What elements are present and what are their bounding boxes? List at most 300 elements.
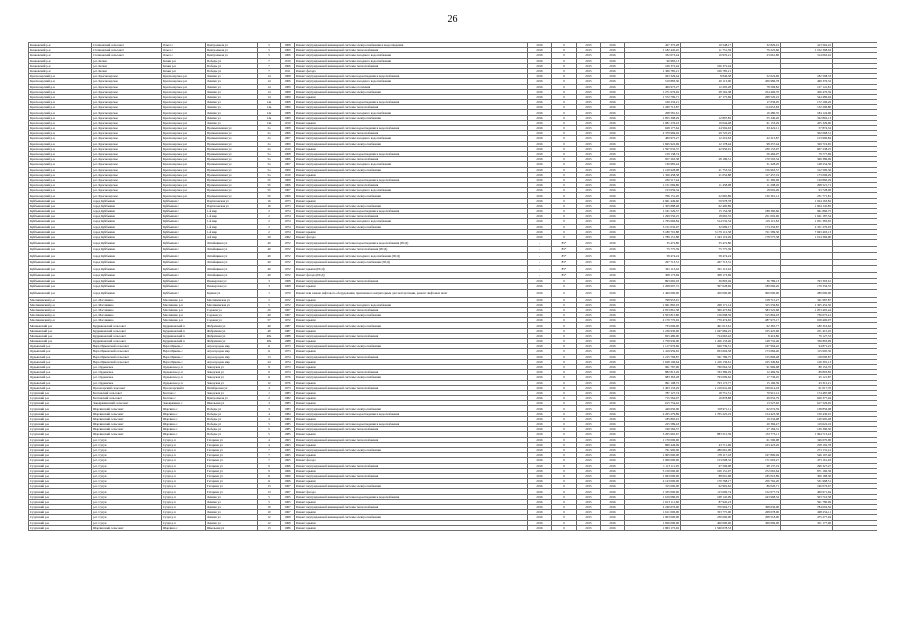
table-cell: Ремонт крыши <box>295 479 528 484</box>
table-cell: 2016 <box>528 499 552 504</box>
table-cell: 2015 <box>577 229 601 234</box>
table-cell: Ремонт внутридомовой инженерной системы водоотведения и водоснабжения <box>295 422 528 427</box>
table-cell: Гагарина ул <box>206 479 258 484</box>
table-cell <box>781 525 833 530</box>
table-cell: 2016 <box>528 297 552 302</box>
table-cell: Центральная ул <box>206 396 258 401</box>
table-cell: Краснозерский р-н <box>29 193 92 198</box>
table-cell: Гагарина ул <box>206 437 258 442</box>
table-cell: 2015 <box>577 146 601 151</box>
table-cell: 2015 <box>577 126 601 131</box>
table-cell: 2016 <box>528 84 552 89</box>
table-cell: Фабричная ул <box>206 333 258 338</box>
table-cell: 190 584,37 <box>625 427 681 432</box>
table-cell: 2015 <box>577 302 601 307</box>
table-cell: 20 <box>258 307 281 312</box>
table-cell: 2015 <box>577 328 601 333</box>
table-cell: 2016 <box>601 380 625 385</box>
table-cell: Гагарина ул <box>206 489 258 494</box>
table-cell: Шарчинский сельсовет <box>92 422 162 427</box>
table-cell: 1 053 405,44 <box>781 307 833 312</box>
table-cell: 2016 <box>528 167 552 172</box>
table-cell: 1976 <box>281 375 295 380</box>
table-cell: 502 068,51 <box>781 131 833 136</box>
table-cell: Кочковский р-н <box>29 53 92 58</box>
table-cell: 2016 <box>601 214 625 219</box>
table-cell: 14 <box>258 74 281 79</box>
table-cell: 1 403 133,29 <box>625 385 681 390</box>
table-cell: 1-й мкр <box>206 219 258 224</box>
table-cell: Ленина ул <box>206 499 258 504</box>
table-cell: 2015 <box>577 94 601 99</box>
table-cell: 2016 <box>528 193 552 198</box>
table-cell: 189 066,26 <box>733 284 781 289</box>
table-cell: 2016 <box>528 151 552 156</box>
table-cell: Сузунский р-н <box>29 505 92 510</box>
table-cell: 208 518,00 <box>733 515 781 520</box>
table-cell: 353 775,00 <box>681 510 733 515</box>
table-row <box>29 289 878 297</box>
table-cell: Куйбышевский р-н <box>29 214 92 219</box>
table-cell: 1983 <box>281 390 295 395</box>
table-cell: 2015 <box>577 297 601 302</box>
table-cell: 0 <box>552 105 577 110</box>
table-cell: 882 813,26 <box>625 370 681 375</box>
table-cell: Ремонт внутридомовой инженерной системы водоотведения и водоснабжения <box>295 411 528 416</box>
table-cell: 113 000,74 <box>681 489 733 494</box>
table-cell: Садовая ул <box>206 313 258 318</box>
table-cell: 12 295,28 <box>681 84 733 89</box>
table-cell: 0 <box>552 427 577 432</box>
table-cell: город Куйбышев <box>92 219 162 224</box>
table-cell: 1973 <box>281 364 295 369</box>
table-cell: 2015 <box>577 79 601 84</box>
table-cell: 57 <box>258 318 281 323</box>
table-cell: 23 661,86 <box>733 53 781 58</box>
table-cell: Куйбышевский р-н <box>29 253 92 260</box>
table-cell: 0 <box>552 359 577 364</box>
table-cell: Промышленная ул <box>206 136 258 141</box>
table-cell: Сузун р.п <box>162 437 206 442</box>
table-cell: 0 <box>552 297 577 302</box>
table-cell: 0 <box>552 416 577 421</box>
table-cell: 2016 <box>601 385 625 390</box>
table-cell: Ремонт крыши <box>295 442 528 447</box>
table-cell: Куйбышев г <box>162 272 206 279</box>
table-cell: 153 990,84 <box>781 136 833 141</box>
table-cell: Ленина ул <box>206 110 258 115</box>
table-cell: Школьная ул <box>206 525 258 530</box>
table-cell: 1972 <box>281 240 295 247</box>
table-cell: 1906 <box>281 157 295 162</box>
table-cell: 5 <box>258 422 281 427</box>
table-cell: р.п. Сузун <box>92 484 162 489</box>
table-cell: 0 <box>552 453 577 458</box>
table-cell: 1906 <box>281 131 295 136</box>
table-cell: Ремонт фасада <box>295 458 528 463</box>
table-cell: Шарчино с <box>162 427 206 432</box>
table-cell: 2016 <box>601 48 625 53</box>
table-cell: 308 173,69 <box>625 272 681 279</box>
table-cell: Ордынский р-н <box>29 385 92 390</box>
table-cell: Ремонт внутридомовой инженерной системы электроснабжения <box>295 515 528 520</box>
table-cell: 4 <box>258 385 281 390</box>
table-cell: Маслянино р.п <box>162 318 206 323</box>
table-cell: Маслянино р.п <box>162 302 206 307</box>
table-cell: Ордынское р.п <box>162 370 206 375</box>
table-cell: Ремонт крыши <box>295 499 528 504</box>
table-cell: 1965 <box>281 453 295 458</box>
table-cell: Ремонт фасада <box>295 234 528 239</box>
table-cell: 21 052,88 <box>681 172 733 177</box>
table-cell: 35 472,80 <box>625 240 681 247</box>
table-cell: 13 527,92 <box>733 401 781 406</box>
table-cell: Ремонт внутридомовой инженерной системы водоотведения и водоснабжения <box>295 100 528 105</box>
table-cell: р.п. Сузун <box>92 442 162 447</box>
table-cell: 7 <box>258 453 281 458</box>
table-cell: 148 254,50 <box>781 162 833 167</box>
table-cell: 62 902,62 <box>681 484 733 489</box>
table-cell: Ремонт внутридомовой инженерной системы холодного водоснабжения <box>295 302 528 307</box>
table-cell: Сузун р.п <box>162 473 206 478</box>
table-cell: 2016 <box>601 188 625 193</box>
table-cell: 2016 <box>601 442 625 447</box>
table-cell: Краснозерский р-н <box>29 79 92 84</box>
table-cell: 2016 <box>601 151 625 156</box>
table-cell: 12 <box>258 380 281 385</box>
table-cell: 49 <box>258 272 281 279</box>
table-cell: 1909 <box>281 94 295 99</box>
table-cell: Краснозерский р-н <box>29 162 92 167</box>
table-cell: 449 650,00 <box>625 406 681 411</box>
table-cell: 14а <box>258 100 281 105</box>
table-cell: Сузунский р-н <box>29 406 92 411</box>
table-cell: Верх-Ирменский сельсовет <box>92 344 162 349</box>
table-cell: Краснозерский р-н <box>29 74 92 79</box>
table-cell: 2015 <box>577 323 601 328</box>
table-cell: 2015 <box>577 89 601 94</box>
table-cell: 0 <box>552 370 577 375</box>
table-cell: 14а <box>258 110 281 115</box>
table-cell: Ремонт внутридомовой инженерной системы электроснабжения <box>295 406 528 411</box>
table-cell: 760 064,32 <box>681 364 733 369</box>
table-cell: 10 <box>258 505 281 510</box>
table-cell: 2015 <box>577 53 601 58</box>
table-cell: 49 <box>258 266 281 273</box>
table-cell: Ремонт внутридомовой инженерной системы электроснабжения и водоотведения <box>295 43 528 48</box>
table-cell: 85* <box>552 246 577 253</box>
table-cell: 2015 <box>577 401 601 406</box>
table-cell: 2016 <box>528 447 552 452</box>
table-cell: 784 004,56 <box>781 505 833 510</box>
table-cell: 1983 <box>281 401 295 406</box>
table-cell: 1 759 930,00 <box>625 339 681 344</box>
table-cell: р.п. Сузун <box>92 489 162 494</box>
table-cell: 2016 <box>601 406 625 411</box>
table-cell: 2015 <box>577 333 601 338</box>
table-cell: 583 522,68 <box>733 307 781 312</box>
table-cell: р.п. Маслянино <box>92 307 162 312</box>
table-cell: р.п. Краснозерское <box>92 115 162 120</box>
table-cell: 267 713,31 <box>681 259 733 266</box>
table-cell: Промышленная ул <box>206 157 258 162</box>
table-cell: 2016 <box>601 234 625 239</box>
table-cell: 1 <box>258 289 281 297</box>
table-cell: 2015 <box>577 58 601 63</box>
table-cell: Краснозерский р-н <box>29 120 92 125</box>
table-cell: 86 020,71 <box>733 484 781 489</box>
table-cell: р.п. Краснозерское <box>92 157 162 162</box>
table-cell: р.п. Сузун <box>92 473 162 478</box>
table-cell: 2016 <box>601 266 625 273</box>
table-cell: 2016 <box>601 259 625 266</box>
table-cell: 126 391,13 <box>781 359 833 364</box>
table-cell: Куйбышев г <box>162 246 206 253</box>
table-cell: 2016 <box>528 432 552 437</box>
table-cell: 10 <box>258 510 281 515</box>
table-cell: Пролетарский сельсовет <box>92 385 162 390</box>
table-cell: Сузун р.п <box>162 463 206 468</box>
table-cell: 2015 <box>577 359 601 364</box>
table-cell: 314 063,42 <box>781 53 833 58</box>
table-cell: Ремонт крыши (ПСД) <box>295 266 528 273</box>
table-cell: Сузун р.п <box>162 489 206 494</box>
table-cell: 3 <box>258 401 281 406</box>
table-cell: 156 963,57 <box>733 167 781 172</box>
table-cell: Ремонт внутридомовой инженерной системы электроснабжения <box>295 89 528 94</box>
table-cell: 0 <box>552 479 577 484</box>
table-cell: 52 024,69 <box>733 74 781 79</box>
table-cell: Заводская ул <box>206 375 258 380</box>
table-cell: Ремонт внутридомовой инженерной системы холодного водоснабжения <box>295 58 528 63</box>
table-cell: 2016 <box>601 183 625 188</box>
table-cell: 4 <box>258 442 281 447</box>
table-cell: Победы ул <box>206 416 258 421</box>
table-cell: 561 786,75 <box>681 354 733 359</box>
table-cell: Ленина ул <box>206 100 258 105</box>
table-cell: 7 <box>258 458 281 463</box>
table-cell: 2016 <box>528 289 552 297</box>
table-cell: 1908 <box>281 74 295 79</box>
table-cell: р.п. Сузун <box>92 505 162 510</box>
table-cell: 2015 <box>577 354 601 359</box>
table-cell: 12 <box>258 520 281 525</box>
table-cell: 174 487,08 <box>781 390 833 395</box>
table-cell: р.п. Сузун <box>92 515 162 520</box>
table-cell: 11 <box>258 375 281 380</box>
table-cell: 961 787,00 <box>625 364 681 369</box>
table-cell: Ремонт крыши <box>295 359 528 364</box>
table-cell: Ремонт внутридомовой инженерной системы электроснабжения <box>295 141 528 146</box>
table-cell: 1 419 959,65 <box>625 349 681 354</box>
table-cell: Куйбышевский р-н <box>29 198 92 203</box>
table-cell: Садовая ул <box>206 307 258 312</box>
table-cell: 11 <box>258 473 281 478</box>
table-cell: Болтовский сельсовет <box>92 390 162 395</box>
table-cell: Сузунский р-н <box>29 437 92 442</box>
table-cell: Ремонт внутридомовой инженерной системы водоотведения и водоснабжения <box>295 177 528 182</box>
table-cell: 85* <box>552 272 577 279</box>
table-cell: Сузунский р-н <box>29 510 92 515</box>
table-cell: 153 008,32 <box>681 458 733 463</box>
table-cell: 1909 <box>281 115 295 120</box>
table-cell: 0 <box>552 494 577 499</box>
table-cell: Ремонт крыши <box>295 120 528 125</box>
table-cell: 2 961 449,60 <box>625 198 681 203</box>
table-cell: 2016 <box>528 68 552 73</box>
table-cell: 1972 <box>281 297 295 302</box>
table-cell: Краснозерское р.п <box>162 115 206 120</box>
table-cell: 1909 <box>281 141 295 146</box>
table-cell: Краснозерский р-н <box>29 115 92 120</box>
table-cell: 5а <box>258 157 281 162</box>
table-cell: 1 789 151,88 <box>625 234 681 239</box>
table-cell: 1906 <box>281 53 295 58</box>
table-cell: 1965 <box>281 499 295 504</box>
table-cell: 1 905 000,00 <box>625 453 681 458</box>
table-cell: 2016 <box>528 427 552 432</box>
table-cell: 1 456 133,40 <box>681 339 733 344</box>
table-cell: 2015 <box>577 172 601 177</box>
table-cell: 3 205 665,67 <box>625 432 681 437</box>
table-cell: 10 970,21 <box>681 53 733 58</box>
table-cell: 1906 <box>281 105 295 110</box>
table-cell: 2016 <box>601 427 625 432</box>
table-cell: 49 <box>258 246 281 253</box>
table-cell: Ремонт внутридомовой инженерной системы водоотведения и водоснабжения <box>295 151 528 156</box>
table-cell: Куйбышев г <box>162 209 206 214</box>
table-cell: Мошковский р-н <box>29 333 92 338</box>
table-cell: Ремонт крыши <box>295 525 528 530</box>
table-cell: 1967 <box>281 307 295 312</box>
table-cell: город Куйбышев <box>92 198 162 203</box>
table-cell: р.п. Краснозерское <box>92 193 162 198</box>
table-cell: Сузунский р-н <box>29 442 92 447</box>
table-cell: 2016 <box>601 375 625 380</box>
table-cell: 1 604 145,85 <box>781 203 833 208</box>
table-cell: 2016 <box>601 94 625 99</box>
table-cell: Сузун р.п <box>162 520 206 525</box>
table-cell: город Куйбышев <box>92 279 162 284</box>
table-cell: город Куйбышев <box>92 272 162 279</box>
table-cell: 2а <box>258 141 281 146</box>
table-cell: 2015 <box>577 162 601 167</box>
table-cell: 2016 <box>528 229 552 234</box>
table-cell: 298 521,71 <box>781 183 833 188</box>
capital-repair-table <box>28 42 877 618</box>
table-cell: Куйбышев г <box>162 234 206 239</box>
table-cell: Сузунский р-н <box>29 515 92 520</box>
table-cell: 0 <box>552 193 577 198</box>
table-cell: Ленина ул <box>206 515 258 520</box>
table-cell: 1907 <box>281 188 295 193</box>
table-cell: 1974 <box>281 209 295 214</box>
table-cell: 11 <box>258 479 281 484</box>
table-cell: 318 971,11 <box>681 406 733 411</box>
table-cell: Гагарина ул <box>206 458 258 463</box>
table-cell: 1 305 452,50 <box>781 302 833 307</box>
table-cell: 1 236 930,00 <box>625 328 681 333</box>
table-cell: 1 102 368,02 <box>781 48 833 53</box>
table-cell: 1 400 000,00 <box>625 289 681 297</box>
table-cell: 787 127,74 <box>625 390 681 395</box>
table-cell: Ремонт внутридомовой инженерной системы теплоснабжения <box>295 463 528 468</box>
table-cell: Ленина ул <box>206 74 258 79</box>
table-cell: Садовая ул <box>206 318 258 323</box>
table-cell: Куйбышевский р-н <box>29 234 92 239</box>
table-cell: Краснозерский р-н <box>29 94 92 99</box>
table-cell: 1967 <box>281 505 295 510</box>
table-cell: Краснозерское р.п <box>162 94 206 99</box>
table-cell: 793 173,77 <box>681 380 733 385</box>
table-cell: 1910 <box>281 120 295 125</box>
table-cell: 322 802,13 <box>781 115 833 120</box>
table-cell: 230 517,44 <box>625 177 681 182</box>
table-cell: Заковряжино с <box>162 401 206 406</box>
table-cell: Сузун р.п <box>162 447 206 452</box>
table-cell: 2016 <box>528 401 552 406</box>
table-cell: 736 075,41 <box>781 313 833 318</box>
table-cell: Промышленная ул <box>206 183 258 188</box>
table-cell: 4 <box>258 416 281 421</box>
table-cell: р.п. Краснозерское <box>92 167 162 172</box>
table-cell: 1 151 069,86 <box>625 183 681 188</box>
table-cell: 1 219 641,49 <box>681 385 733 390</box>
table-cell: 2016 <box>601 307 625 312</box>
table-cell: Кудряшовский п <box>162 328 206 333</box>
table-cell: Партизанская ул <box>206 198 258 203</box>
table-cell: Краснозерский р-н <box>29 188 92 193</box>
table-cell: 1970 <box>281 289 295 297</box>
table-cell: 22 665,89 <box>681 193 733 198</box>
table-cell: 1968 <box>281 515 295 520</box>
table-cell: город Куйбышев <box>92 224 162 229</box>
table-cell: Сузун р.п <box>162 442 206 447</box>
table-cell: 1 681 276,43 <box>625 120 681 125</box>
table-cell: 1910 <box>281 146 295 151</box>
table-cell: 1 416 136,61 <box>681 359 733 364</box>
table-cell: 1911 <box>281 68 295 73</box>
table-cell: Октябрьская ул <box>206 385 258 390</box>
table-cell: Ремонт внутридомовой инженерной системы холодного водоснабжения <box>295 136 528 141</box>
table-cell: 35 472,80 <box>681 240 733 247</box>
table-cell: Ленина ул <box>206 120 258 125</box>
table-cell: Сузунский р-н <box>29 458 92 463</box>
table-cell: 1 863 175,02 <box>625 525 681 530</box>
table-cell: 2016 <box>601 115 625 120</box>
table-cell: 2016 <box>528 463 552 468</box>
table-cell: Ремонт крыши <box>295 396 528 401</box>
table-cell: 130 361,12 <box>733 193 781 198</box>
table-cell: 0 <box>552 234 577 239</box>
table-cell: 2016 <box>601 396 625 401</box>
table-cell: 182 508,33 <box>781 74 833 79</box>
table-cell: Верх-Ирмень с <box>162 344 206 349</box>
table-cell: р.п. Краснозерское <box>92 146 162 151</box>
table-cell: 1974 <box>281 229 295 234</box>
table-cell: 2015 <box>577 525 601 530</box>
table-cell: 2016 <box>528 479 552 484</box>
table-cell: 114 653,83 <box>733 105 781 110</box>
table-cell: Гагарина ул <box>206 463 258 468</box>
table-cell: 2016 <box>528 442 552 447</box>
table-cell: 7 <box>258 447 281 452</box>
table-cell: Краснозерское р.п <box>162 120 206 125</box>
table-cell: 79 777,69 <box>781 151 833 156</box>
table-cell: Ремонт крыши <box>295 94 528 99</box>
table-cell: Кудряшовский сельсовет <box>92 333 162 338</box>
table-cell: 315 000,00 <box>625 484 681 489</box>
